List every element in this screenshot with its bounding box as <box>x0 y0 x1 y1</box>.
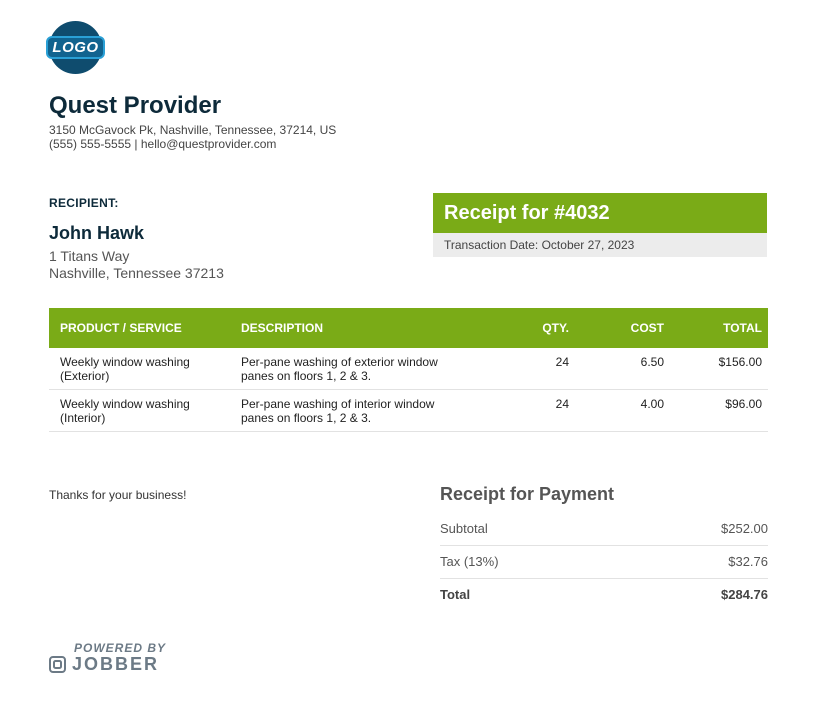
cell-total: $96.00 <box>670 390 768 432</box>
line-items-table <box>49 308 768 432</box>
column-header-cost: COST <box>575 308 670 348</box>
total-value: $284.76 <box>721 587 768 602</box>
cell-product: Weekly window washing (Interior) <box>49 390 230 432</box>
transaction-date: Transaction Date: October 27, 2023 <box>433 233 767 257</box>
jobber-logo-icon <box>49 656 66 673</box>
thank-you-note: Thanks for your business! <box>49 488 187 502</box>
cell-qty: 24 <box>453 390 575 432</box>
cell-total: $156.00 <box>670 348 768 390</box>
company-contact: (555) 555-5555 | hello@questprovider.com <box>49 137 277 151</box>
cell-cost: 6.50 <box>575 348 670 390</box>
cell-qty: 24 <box>453 348 575 390</box>
cell-cost: 4.00 <box>575 390 670 432</box>
cell-product: Weekly window washing (Exterior) <box>49 348 230 390</box>
cell-description: Per-pane washing of exterior window panes on floors 1, 2 & 3. <box>230 348 453 390</box>
jobber-wordmark: JOBBER <box>72 654 160 674</box>
tax-row <box>440 546 768 579</box>
column-header-total: TOTAL <box>670 308 768 348</box>
summary-title: Receipt for Payment <box>440 484 615 504</box>
recipient-address-line1: 1 Titans Way <box>49 248 130 264</box>
table-row <box>49 390 768 432</box>
total-row <box>440 579 768 611</box>
company-name: Quest Provider <box>49 92 222 119</box>
tax-value: $32.76 <box>728 554 768 569</box>
tax-label: Tax (13%) <box>440 554 499 569</box>
recipient-name: John Hawk <box>49 223 145 243</box>
company-address: 3150 McGavock Pk, Nashville, Tennessee, 37214, US <box>49 123 337 137</box>
logo-text: LOGO <box>46 36 104 59</box>
table-row <box>49 348 768 390</box>
column-header-qty: QTY. <box>453 308 575 348</box>
company-logo <box>49 21 102 74</box>
column-header-description: DESCRIPTION <box>230 308 453 348</box>
recipient-address-line2: Nashville, Tennessee 37213 <box>49 265 224 281</box>
subtotal-value: $252.00 <box>721 521 768 536</box>
subtotal-row <box>440 513 768 546</box>
receipt-title: Receipt for #4032 <box>433 193 767 233</box>
column-header-product: PRODUCT / SERVICE <box>49 308 230 348</box>
recipient-heading: RECIPIENT: <box>49 196 119 210</box>
cell-description: Per-pane washing of interior window panes on floors 1, 2 & 3. <box>230 390 453 432</box>
total-label: Total <box>440 587 471 602</box>
powered-by-label: POWERED BY <box>74 641 167 655</box>
payment-summary <box>440 484 768 611</box>
receipt-header-box <box>433 193 767 257</box>
subtotal-label: Subtotal <box>440 521 488 536</box>
table-header-row <box>49 308 768 348</box>
